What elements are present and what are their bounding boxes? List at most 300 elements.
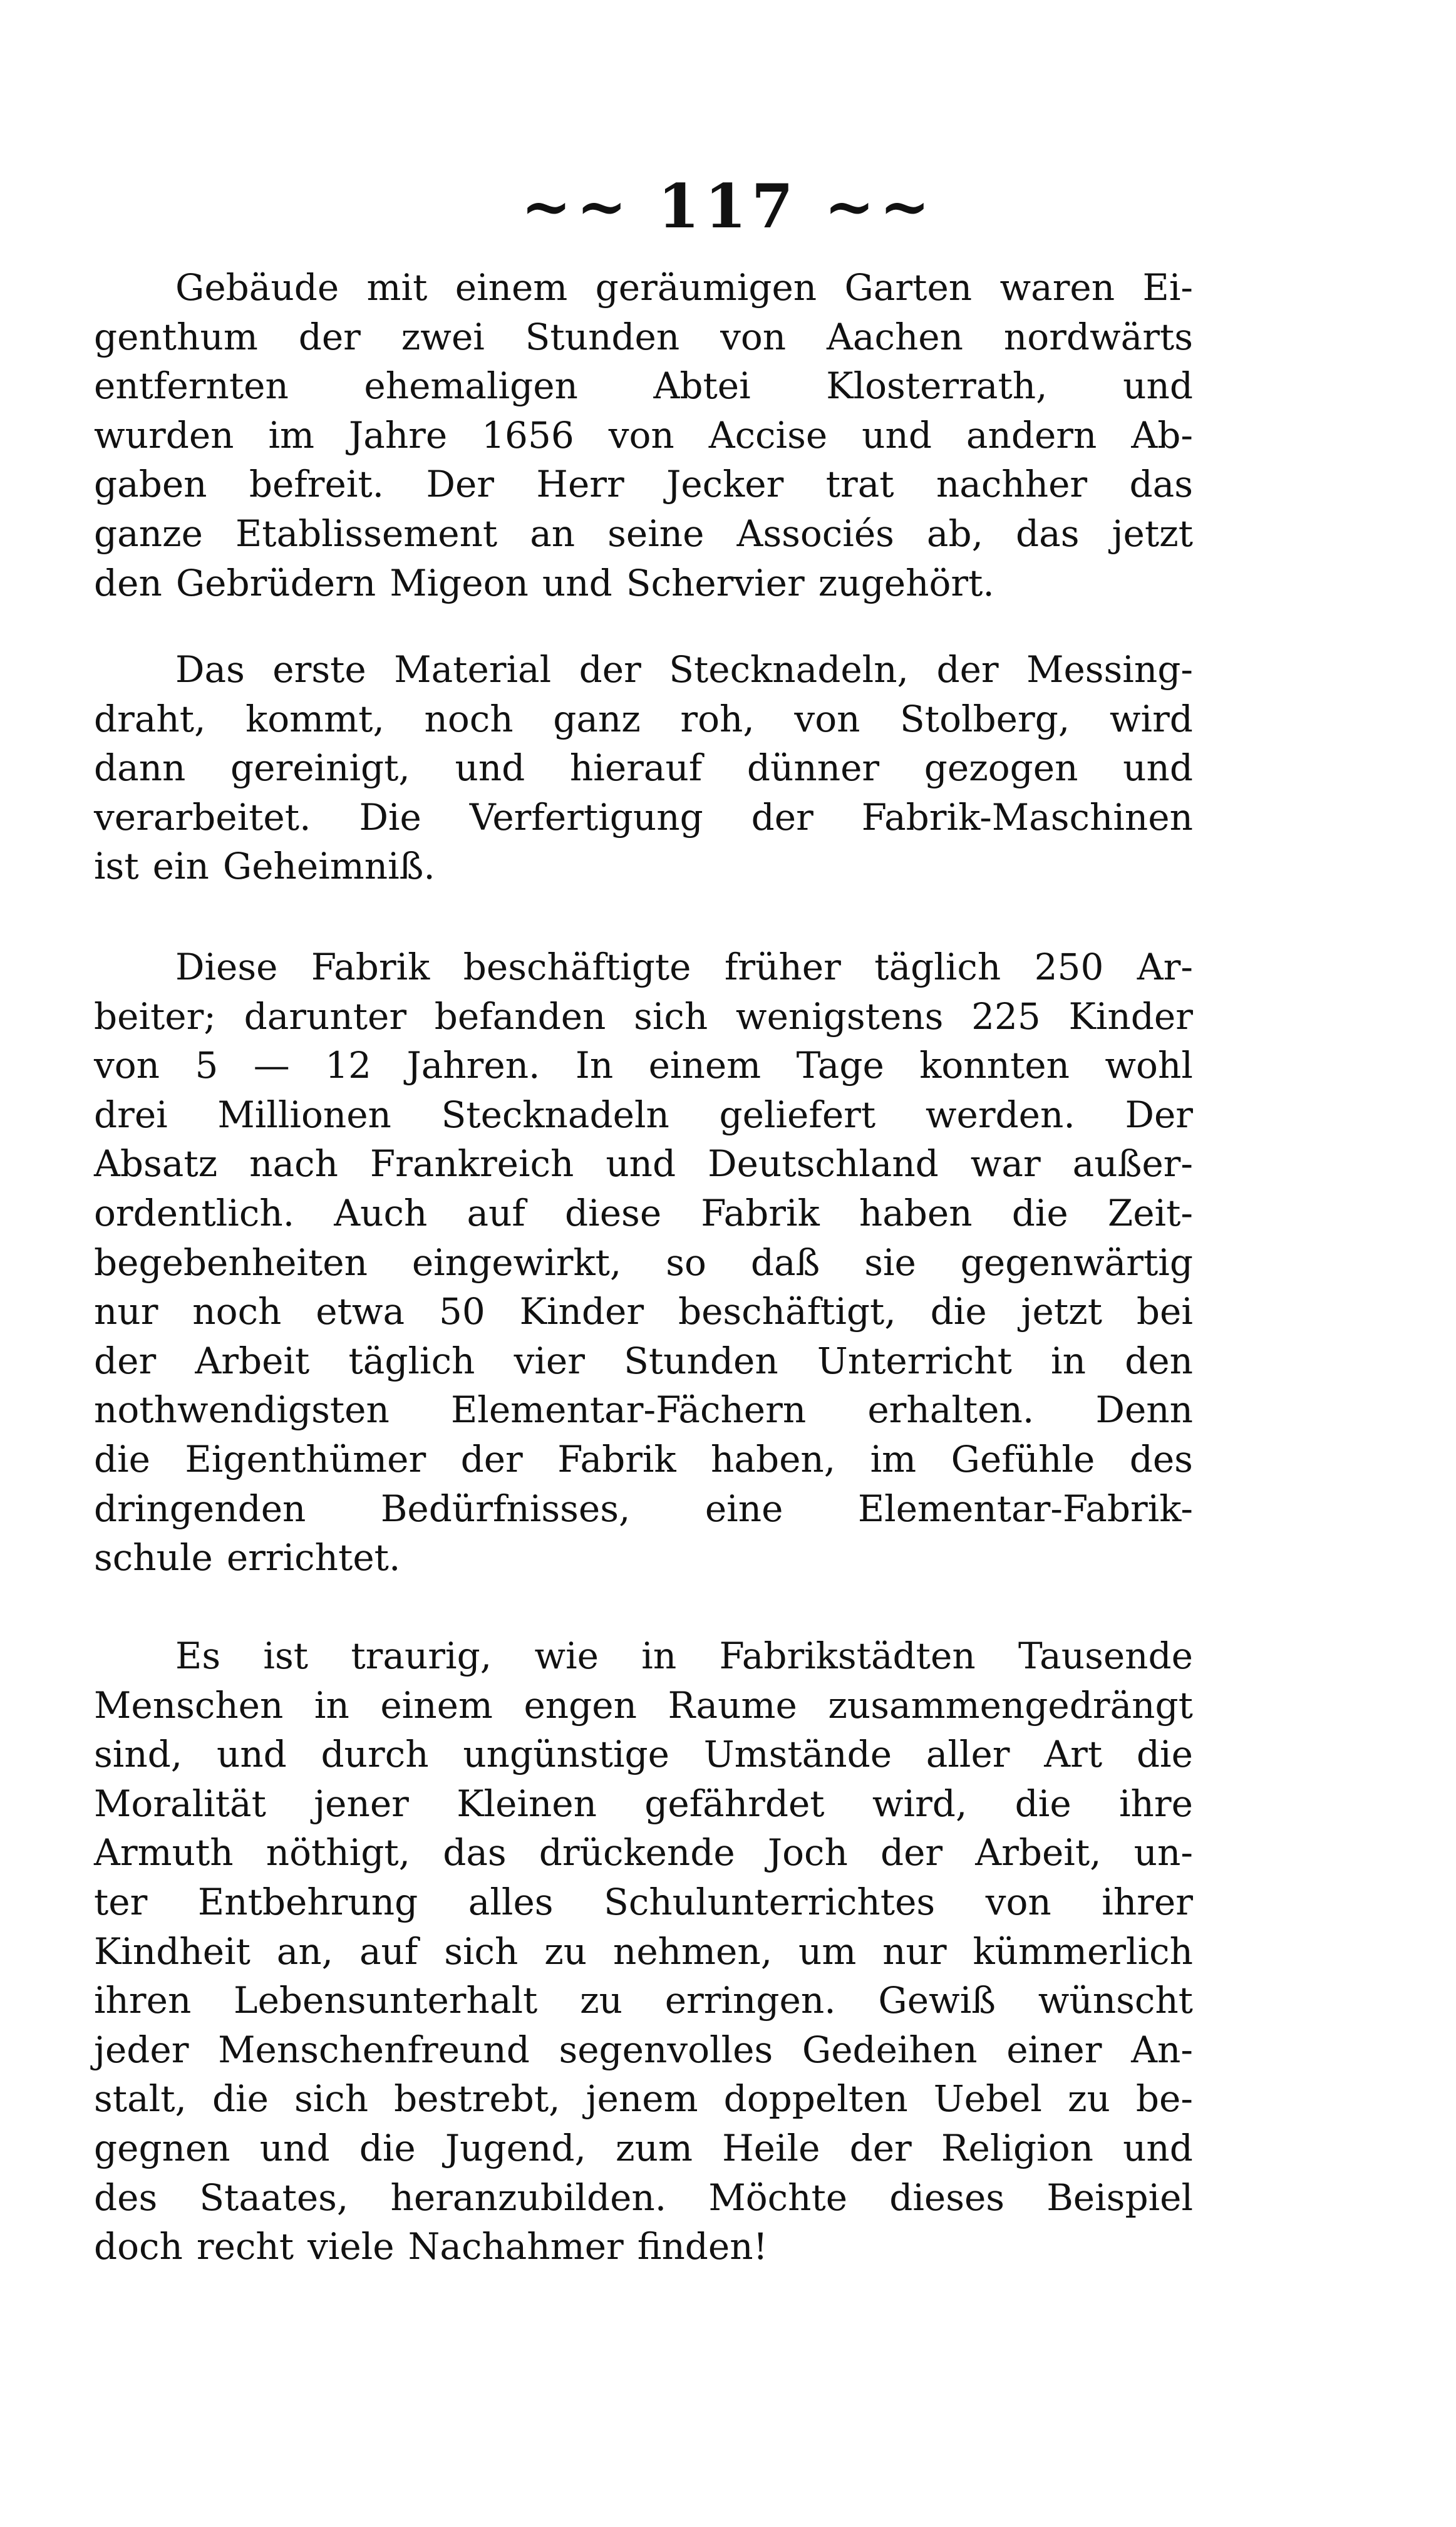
word: Schervier: [626, 561, 805, 604]
word: Stolberg,: [900, 697, 1070, 740]
word: ist: [263, 1635, 309, 1677]
word: von: [720, 315, 787, 358]
word: beschäftigt,: [678, 1290, 896, 1333]
word: Armuth: [94, 1831, 234, 1874]
word: kommt,: [245, 697, 385, 740]
word: der: [298, 315, 361, 358]
word: Raume: [668, 1683, 797, 1727]
text-line: [94, 1484, 1193, 1534]
word: Stunden: [624, 1339, 778, 1382]
word: Klosterrath,: [826, 364, 1048, 408]
word: der: [849, 2126, 912, 2169]
text-line: [94, 645, 1193, 695]
word: Moralität: [94, 1782, 266, 1825]
word: Jahren.: [406, 1044, 540, 1087]
word: einer: [1006, 2028, 1102, 2071]
word: 250: [1034, 946, 1104, 988]
text-line: [94, 361, 1193, 411]
word: einem: [455, 266, 568, 309]
word: Ei-: [1142, 266, 1193, 309]
word: ist: [94, 845, 139, 888]
word: täglich: [874, 946, 1001, 988]
word: waren: [999, 266, 1115, 309]
text-line: [94, 2025, 1193, 2075]
word: Ar-: [1137, 946, 1193, 988]
word: 225: [971, 995, 1041, 1038]
word: um: [798, 1930, 857, 1973]
word: Messing-: [1026, 648, 1193, 691]
word: Fabrik-Maschinen: [861, 795, 1193, 839]
word: die: [359, 2126, 416, 2169]
word: stalt,: [94, 2077, 187, 2121]
word: Stecknadeln,: [669, 648, 909, 691]
word: die: [930, 1290, 987, 1333]
word: von: [985, 1880, 1051, 1923]
word: sie: [864, 1241, 916, 1284]
word: Das: [175, 648, 245, 691]
word: zu: [1067, 2077, 1110, 2121]
word: sich: [634, 995, 708, 1038]
word: auf: [359, 1930, 418, 1973]
word: und: [542, 561, 612, 604]
word: Gebäude: [175, 266, 339, 309]
word: doch: [94, 2225, 183, 2268]
text-line: [94, 1385, 1193, 1435]
word: Garten: [844, 266, 973, 309]
word: der: [94, 1339, 157, 1382]
word: ehemaligen: [364, 364, 578, 408]
word: verarbeitet.: [94, 795, 311, 839]
word: nachher: [936, 463, 1088, 506]
word: Arbeit,: [975, 1831, 1102, 1874]
word: nach: [249, 1142, 338, 1186]
text-line: [94, 2222, 1193, 2271]
word: von: [608, 413, 674, 457]
word: jetzt: [1021, 1290, 1103, 1333]
word: konnten: [919, 1044, 1070, 1087]
word: seine: [607, 512, 705, 555]
text-line: [94, 842, 1193, 891]
word: diese: [565, 1191, 662, 1234]
word: wird: [1109, 697, 1193, 740]
word: Aachen: [827, 315, 963, 358]
text-line: [94, 1336, 1193, 1386]
word: nöthigt,: [266, 1831, 411, 1874]
word: Auch: [334, 1191, 428, 1234]
text-line: [94, 1090, 1193, 1140]
word: In: [575, 1044, 614, 1087]
word: Denn: [1095, 1388, 1193, 1432]
word: erste: [272, 648, 366, 691]
word: Joch: [767, 1831, 848, 1874]
text-line: [94, 1435, 1193, 1484]
word: jeder: [94, 2028, 189, 2071]
word: Millionen: [217, 1093, 391, 1136]
word: wünscht: [1038, 1979, 1193, 2022]
word: Entbehrung: [197, 1880, 418, 1923]
word: Stecknadeln: [441, 1093, 669, 1136]
word: Verfertigung: [469, 795, 703, 839]
word: sind,: [94, 1733, 183, 1776]
word: das: [1129, 463, 1193, 506]
word: wenigstens: [735, 995, 944, 1038]
word: war: [970, 1142, 1041, 1186]
word: einem: [380, 1683, 493, 1727]
word: nothwendigsten: [94, 1388, 390, 1432]
word: vier: [514, 1339, 585, 1382]
word: zwei: [401, 315, 485, 358]
word: der: [579, 648, 641, 691]
word: Deutschland: [708, 1142, 939, 1186]
text-line: [94, 1976, 1193, 2025]
word: draht,: [94, 697, 206, 740]
word: Uebel: [933, 2077, 1042, 2121]
word: befanden: [434, 995, 606, 1038]
word: Staates,: [199, 2176, 349, 2219]
text-line: [94, 1681, 1193, 1730]
word: gegenwärtig: [960, 1241, 1193, 1284]
word: zum: [616, 2126, 693, 2169]
text-line: [94, 743, 1193, 793]
word: durch: [321, 1733, 429, 1776]
word: Fabrik: [557, 1437, 676, 1481]
word: Heile: [722, 2126, 820, 2169]
word: und: [455, 747, 525, 790]
word: wie: [534, 1635, 599, 1677]
word: die: [1136, 1733, 1193, 1776]
word: Der: [1125, 1093, 1193, 1136]
word: Migeon: [390, 561, 529, 604]
paragraph-4: [94, 1631, 1193, 2271]
word: und: [862, 413, 932, 457]
text-line: [94, 2124, 1193, 2173]
word: segenvolles: [559, 2028, 773, 2071]
word: 1656: [482, 413, 574, 457]
word: von: [794, 697, 860, 740]
word: ab,: [926, 512, 984, 555]
word: 12: [325, 1044, 372, 1087]
word: nur: [882, 1930, 947, 1973]
word: zugehört.: [818, 561, 994, 604]
word: Fabrikstädten: [719, 1635, 976, 1677]
word: Kleinen: [457, 1782, 597, 1825]
word: wohl: [1105, 1044, 1193, 1087]
word: früher: [724, 946, 841, 988]
text-line: [94, 2074, 1193, 2124]
text-line: [94, 263, 1193, 313]
word: beschäftigte: [463, 946, 691, 988]
word: Bedürfnisses,: [380, 1487, 631, 1530]
word: Gewiß: [878, 1979, 996, 2022]
text-line: [94, 460, 1193, 509]
word: den: [1125, 1339, 1193, 1382]
word: dünner: [746, 747, 880, 790]
word: Beispiel: [1046, 2176, 1193, 2219]
word: und: [216, 1733, 287, 1776]
word: bei: [1136, 1290, 1193, 1333]
text-line: [94, 1041, 1193, 1090]
word: ungünstige: [463, 1733, 669, 1776]
word: des: [94, 2176, 158, 2219]
word: erringen.: [664, 1979, 836, 2022]
word: sich: [444, 1930, 519, 1973]
word: haben,: [711, 1437, 836, 1481]
text-line: [94, 313, 1193, 362]
word: viele: [307, 2225, 395, 2268]
paragraph-1: [94, 263, 1193, 607]
word: gereinigt,: [230, 747, 410, 790]
word: Jugend,: [445, 2126, 586, 2169]
word: und: [1123, 747, 1193, 790]
word: den: [94, 561, 162, 604]
text-line: [94, 1189, 1193, 1238]
word: ganze: [94, 512, 203, 555]
word: so: [666, 1241, 706, 1284]
word: 50: [439, 1290, 485, 1333]
word: in: [641, 1635, 677, 1677]
word: der: [880, 1831, 943, 1874]
word: 5: [195, 1044, 219, 1087]
text-line: [94, 1878, 1193, 1927]
word: Arbeit: [195, 1339, 310, 1382]
word: Kinder: [519, 1290, 644, 1333]
text-line: [94, 509, 1193, 559]
word: des: [1129, 1437, 1193, 1481]
word: recht: [196, 2225, 294, 2268]
word: entfernten: [94, 364, 289, 408]
word: genthum: [94, 315, 258, 358]
word: und: [1123, 2126, 1193, 2169]
text-line: [94, 992, 1193, 1041]
word: Elementar-Fächern: [450, 1388, 807, 1432]
word: Es: [175, 1635, 221, 1677]
word: dann: [94, 747, 186, 790]
word: drückende: [539, 1831, 735, 1874]
word: daß: [750, 1241, 820, 1284]
word: an,: [276, 1930, 334, 1973]
word: darunter: [244, 995, 407, 1038]
word: jetzt: [1112, 512, 1193, 555]
word: gegnen: [94, 2126, 230, 2169]
word: werden.: [925, 1093, 1075, 1136]
word: andern: [966, 413, 1097, 457]
word: und: [606, 1142, 676, 1186]
word: gefährdet: [644, 1782, 825, 1825]
word: Herr: [536, 463, 624, 506]
word: zu: [580, 1979, 622, 2022]
word: ordentlich.: [94, 1191, 295, 1234]
word: ganz: [553, 697, 641, 740]
word: noch: [424, 697, 514, 740]
word: Möchte: [708, 2176, 848, 2219]
word: der: [460, 1437, 523, 1481]
word: Umstände: [703, 1733, 892, 1776]
word: die: [94, 1437, 151, 1481]
word: Gebrüdern: [175, 561, 376, 604]
word: —: [253, 1044, 290, 1087]
word: Kinder: [1068, 995, 1193, 1038]
word: engen: [524, 1683, 637, 1727]
word: begebenheiten: [94, 1241, 368, 1284]
word: Religion: [941, 2126, 1093, 2169]
word: ihren: [94, 1979, 192, 2022]
page-number-header: ~~ 117 ~~: [521, 171, 935, 242]
word: schule: [94, 1536, 213, 1579]
word: die: [1011, 1191, 1068, 1234]
word: außer-: [1072, 1142, 1193, 1186]
text-line: [94, 1238, 1193, 1288]
word: zusammengedrängt: [828, 1683, 1193, 1727]
word: alles: [468, 1880, 554, 1923]
word: haben: [859, 1191, 973, 1234]
word: jener: [314, 1782, 409, 1825]
word: An-: [1131, 2028, 1193, 2071]
word: geräumigen: [595, 266, 817, 309]
word: einem: [648, 1044, 762, 1087]
word: be-: [1135, 2077, 1193, 2121]
paragraph-3: [94, 943, 1193, 1583]
word: Fabrik: [701, 1191, 820, 1234]
word: bestrebt,: [394, 2077, 560, 2121]
word: Lebensunterhalt: [234, 1979, 538, 2022]
text-line: [94, 1631, 1193, 1681]
text-line: [94, 1779, 1193, 1829]
word: ihre: [1118, 1782, 1193, 1825]
word: Elementar-Fabrik-: [857, 1487, 1193, 1530]
word: Diese: [175, 946, 278, 988]
word: Nachahmer: [408, 2225, 624, 2268]
word: Gefühle: [951, 1437, 1095, 1481]
word: Unterricht: [817, 1339, 1012, 1382]
word: hierauf: [569, 747, 703, 790]
word: im: [870, 1437, 917, 1481]
word: Schulunterrichtes: [604, 1880, 936, 1923]
word: im: [268, 413, 315, 457]
word: beiter;: [94, 995, 216, 1038]
word: Gedeihen: [802, 2028, 978, 2071]
word: Menschenfreund: [218, 2028, 530, 2071]
word: eine: [705, 1487, 783, 1530]
text-line: [94, 1287, 1193, 1336]
word: Ab-: [1131, 413, 1193, 457]
word: finden!: [637, 2225, 768, 2268]
word: nur: [94, 1290, 158, 1333]
word: von: [94, 1044, 160, 1087]
text-line: [94, 411, 1193, 460]
word: ihrer: [1102, 1880, 1193, 1923]
word: an: [530, 512, 576, 555]
word: Stunden: [525, 315, 680, 358]
word: gaben: [94, 463, 207, 506]
text-line: [94, 695, 1193, 744]
word: aller: [926, 1733, 1010, 1776]
word: Jahre: [348, 413, 448, 457]
word: sich: [294, 2077, 369, 2121]
word: mit: [366, 266, 428, 309]
word: Accise: [708, 413, 828, 457]
word: ein: [152, 845, 209, 888]
word: die: [212, 2077, 269, 2121]
word: Material: [394, 648, 552, 691]
word: das: [443, 1831, 507, 1874]
word: täglich: [348, 1339, 475, 1382]
word: zu: [544, 1930, 587, 1973]
word: noch: [192, 1290, 282, 1333]
word: nordwärts: [1003, 315, 1193, 358]
word: die: [1015, 1782, 1071, 1825]
word: Frankreich: [369, 1142, 574, 1186]
word: nehmen,: [612, 1930, 773, 1973]
word: Geheimniß.: [222, 845, 435, 888]
word: der: [751, 795, 813, 839]
word: Etablissement: [235, 512, 498, 555]
text-line: [94, 2173, 1193, 2223]
word: doppelten: [723, 2077, 908, 2121]
word: dieses: [889, 2176, 1005, 2219]
word: jenem: [586, 2077, 698, 2121]
word: auf: [467, 1191, 525, 1234]
word: drei: [94, 1093, 168, 1136]
word: Fabrik: [311, 946, 430, 988]
text-line: [94, 559, 1193, 608]
word: Associés: [736, 512, 894, 555]
paragraph-2: [94, 645, 1193, 891]
word: Der: [426, 463, 495, 506]
word: eingewirkt,: [411, 1241, 622, 1284]
word: geliefert: [719, 1093, 876, 1136]
word: wird,: [872, 1782, 968, 1825]
word: Tausende: [1018, 1635, 1193, 1677]
word: gezogen: [924, 747, 1078, 790]
word: roh,: [680, 697, 755, 740]
word: befreit.: [249, 463, 385, 506]
text-line: [94, 1828, 1193, 1878]
word: trat: [825, 463, 894, 506]
word: und: [259, 2126, 330, 2169]
word: un-: [1133, 1831, 1193, 1874]
word: Absatz: [94, 1142, 218, 1186]
word: ter: [94, 1880, 148, 1923]
word: Tage: [796, 1044, 884, 1087]
word: kümmerlich: [973, 1930, 1193, 1973]
word: der: [936, 648, 999, 691]
word: Kindheit: [94, 1930, 250, 1973]
word: in: [314, 1683, 349, 1727]
word: und: [1123, 364, 1193, 408]
word: etwa: [316, 1290, 405, 1333]
word: Menschen: [94, 1683, 284, 1727]
word: Jecker: [666, 463, 784, 506]
word: in: [1051, 1339, 1086, 1382]
word: heranzubilden.: [390, 2176, 667, 2219]
text-line: [94, 1139, 1193, 1189]
word: das: [1016, 512, 1080, 555]
word: traurig,: [351, 1635, 492, 1677]
text-line: [94, 793, 1193, 842]
word: Abtei: [653, 364, 751, 408]
word: dringenden: [94, 1487, 306, 1530]
word: wurden: [94, 413, 234, 457]
word: erhalten.: [867, 1388, 1035, 1432]
word: Art: [1044, 1733, 1103, 1776]
text-line: [94, 1927, 1193, 1977]
word: Zeit-: [1107, 1191, 1193, 1234]
text-line: [94, 943, 1193, 992]
text-line: [94, 1730, 1193, 1779]
word: errichtet.: [226, 1536, 401, 1579]
word: Eigenthümer: [185, 1437, 426, 1481]
word: Die: [359, 795, 421, 839]
